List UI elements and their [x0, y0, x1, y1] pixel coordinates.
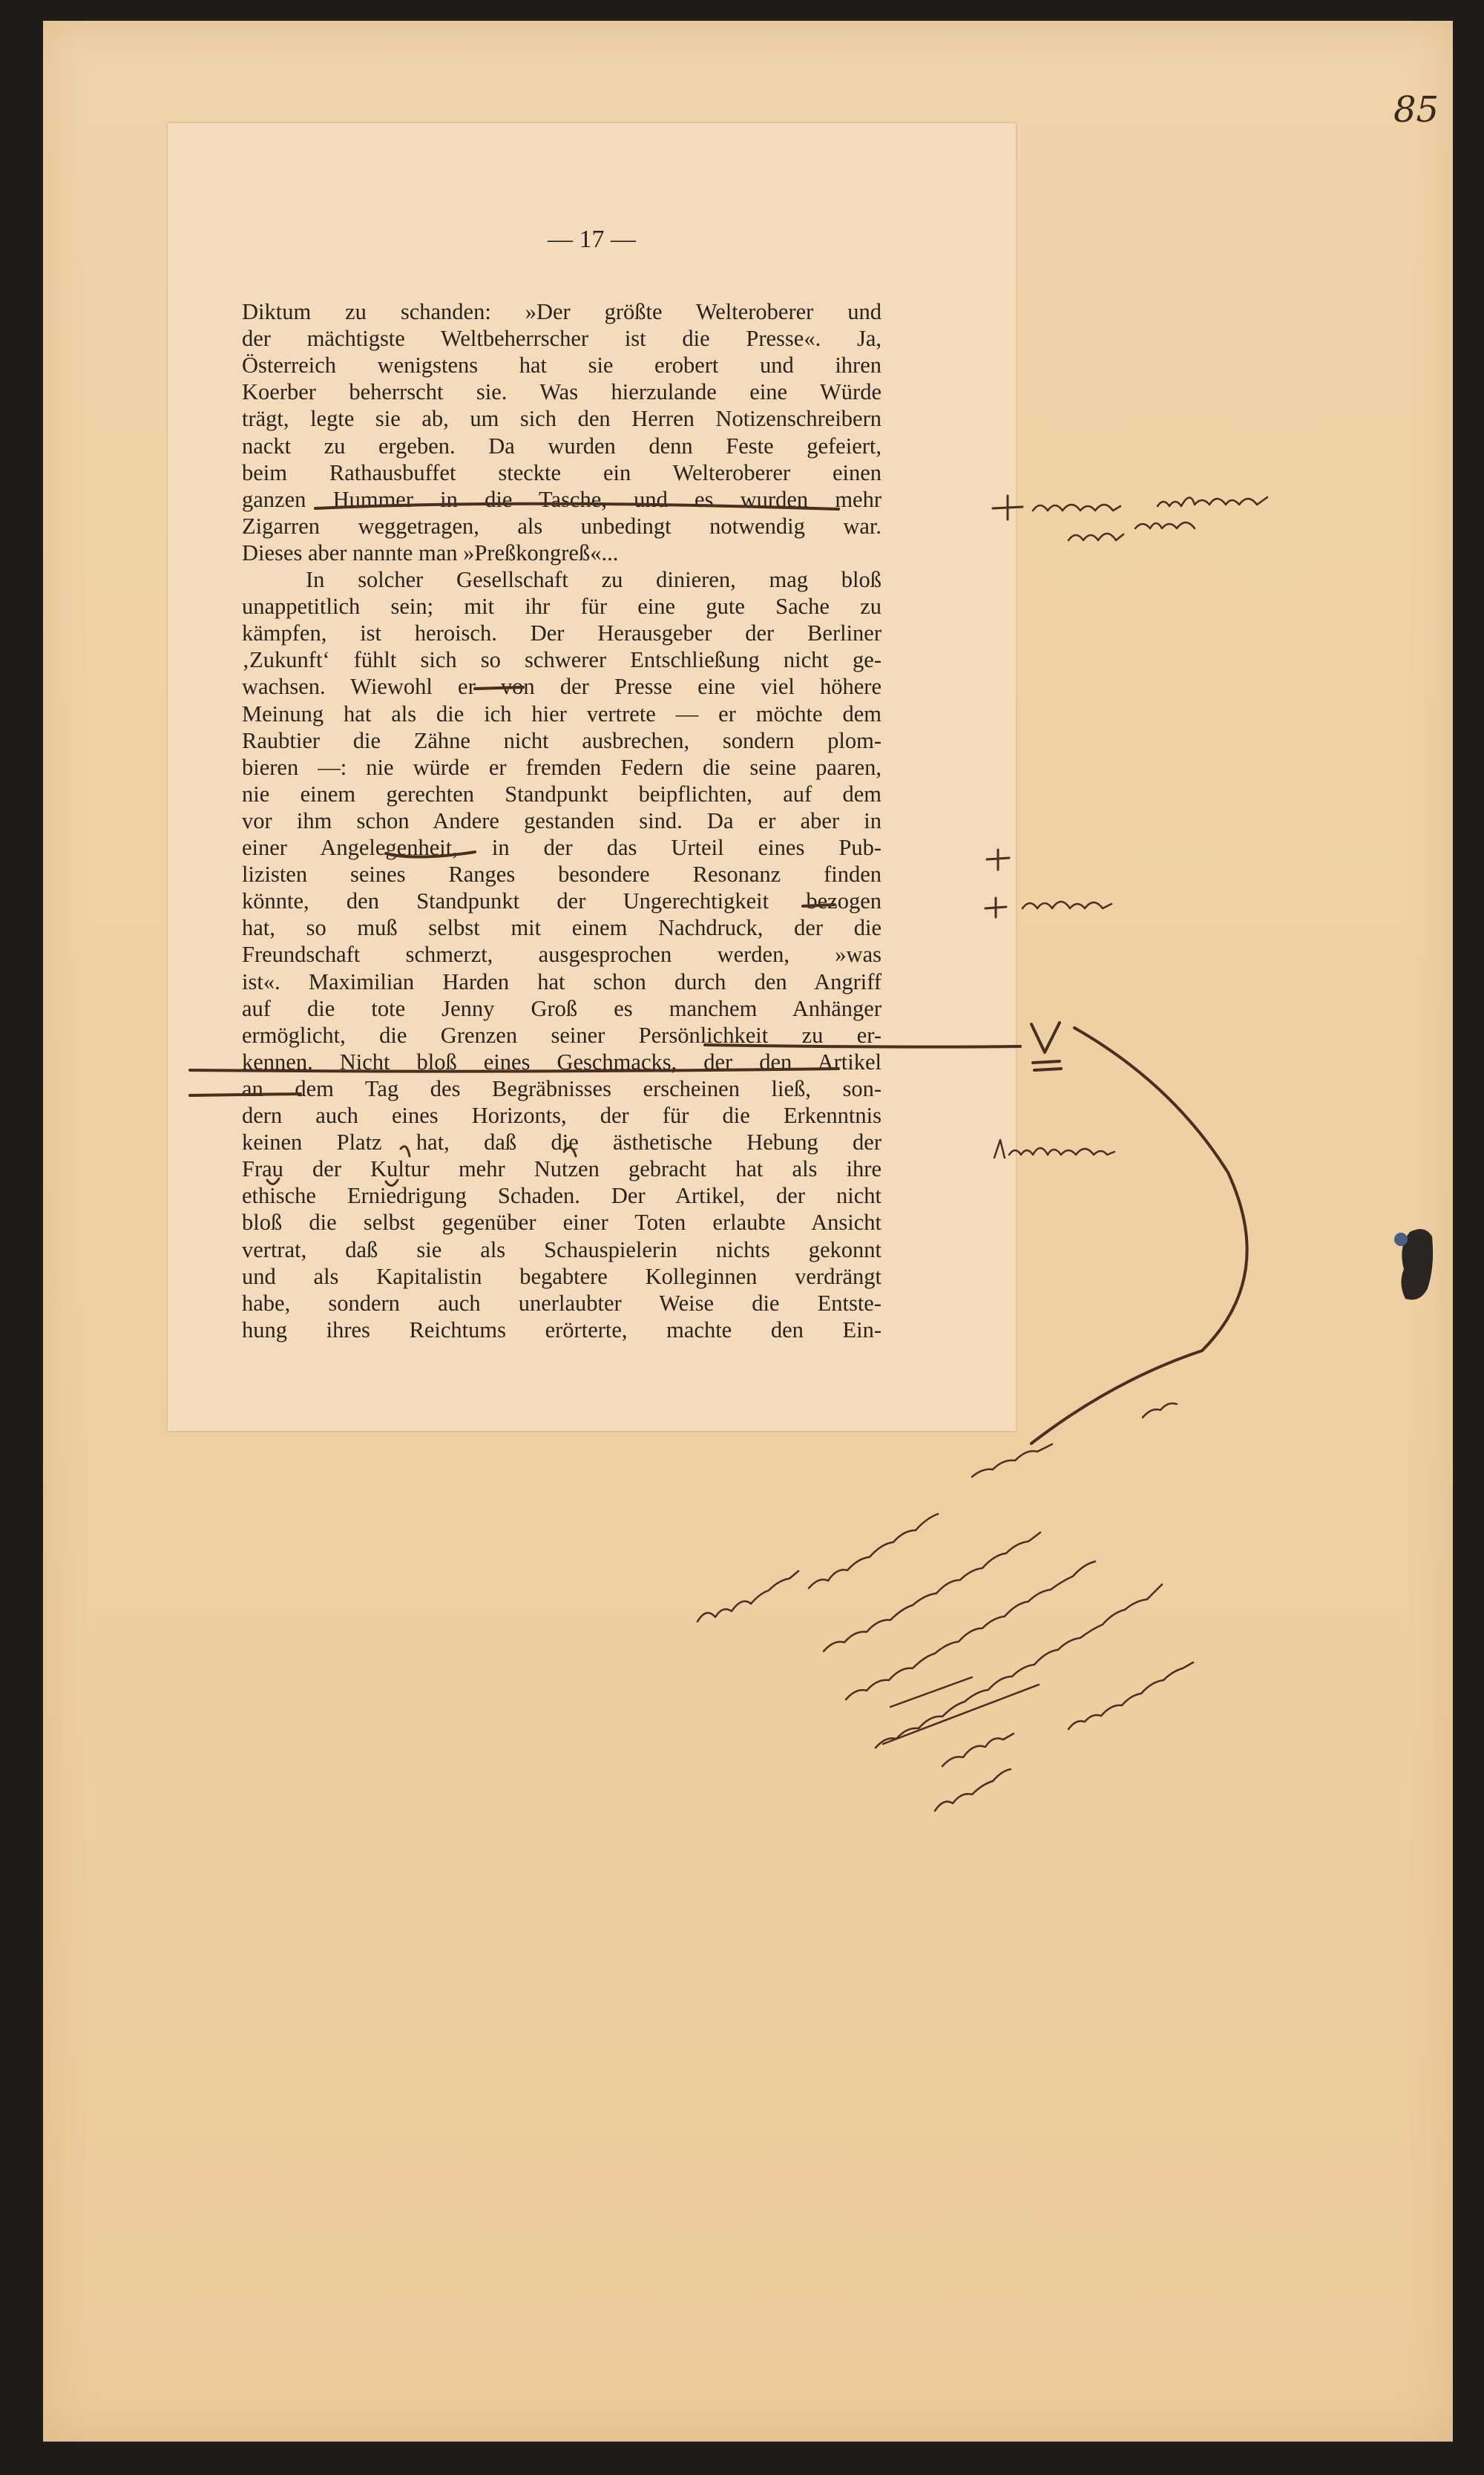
text-line: beim Rathausbuffet steckte ein Welteroberer einen: [242, 459, 881, 485]
text-line: ist«. Maximilian Harden hat schon durch den Angriff: [242, 968, 881, 994]
text-line: Raubtier die Zähne nicht ausbrechen, sondern plom-: [242, 727, 881, 753]
text-line: hung ihres Reichtums erörterte, machte den Ein-: [242, 1317, 881, 1343]
text-line: Österreich wenigstens hat sie erobert und ihren: [242, 353, 881, 378]
text-line: Frau der Kultur mehr Nutzen gebracht hat als ihre: [242, 1156, 881, 1182]
text-line: lizisten seines Ranges besondere Resonanz finden: [242, 862, 881, 888]
text-line: auf die tote Jenny Groß es manchem Anhänger: [242, 995, 881, 1021]
printed-clipping: [168, 123, 1016, 1431]
text-line: habe, sondern auch unerlaubter Weise die Entste-: [242, 1290, 881, 1316]
text-line: bloß die selbst gegenüber einer Toten erlaubte Ansicht: [242, 1210, 881, 1236]
text-line: und als Kapitalistin begabtere Kolleginnen verdrängt: [242, 1263, 881, 1289]
text-line: unappetitlich sein; mit ihr für eine gute Sache zu: [242, 594, 881, 620]
text-line: Koerber beherrscht sie. Was hierzulande eine Würde: [242, 379, 881, 405]
text-line: Diktum zu schanden: »Der größte Welteroberer und: [242, 299, 881, 324]
text-line: bieren —: nie würde er fremden Federn die seine paaren,: [242, 754, 881, 780]
text-line: ganzen Hummer in die Tasche, und es wurden mehr: [242, 486, 881, 512]
text-line: ermöglicht, die Grenzen seiner Persönlichkeit zu er-: [242, 1022, 881, 1048]
text-line: an dem Tag des Begräbnisses erscheinen ließ, son-: [242, 1075, 881, 1101]
text-line: nackt zu ergeben. Da wurden denn Feste gefeiert,: [242, 433, 881, 459]
page-number: — 17 —: [548, 226, 636, 253]
text-line: kennen. Nicht bloß eines Geschmacks, der den Artikel: [242, 1049, 881, 1075]
text-line: wachsen. Wiewohl er von der Presse eine viel höhere: [242, 674, 881, 700]
text-line: dern auch eines Horizonts, der für die Erkenntnis: [242, 1103, 881, 1128]
text-line: In solcher Gesellschaft zu dinieren, mag bloß: [306, 567, 881, 592]
text-line: keinen Platz hat, daß die ästhetische Hebung der: [242, 1130, 881, 1155]
text-line: vor ihm schon Andere gestanden sind. Da er aber in: [242, 807, 881, 833]
text-line: vertrat, daß sie als Schauspielerin nichts gekonnt: [242, 1236, 881, 1262]
text-line: Meinung hat als die ich hier vertrete — er möchte dem: [242, 701, 881, 727]
text-line: nie einem gerechten Standpunkt beipflichten, auf dem: [242, 781, 881, 807]
text-line: einer Angelegenheit, in der das Urteil eines Pub-: [242, 835, 881, 860]
text-line: hat, so muß selbst mit einem Nachdruck, der die: [242, 915, 881, 941]
text-line: ethische Erniedrigung Schaden. Der Artikel, der nicht: [242, 1183, 881, 1209]
text-line: kämpfen, ist heroisch. Der Herausgeber der Berliner: [242, 620, 881, 646]
text-line: trägt, legte sie ab, um sich den Herren Notizenschreibern: [242, 406, 881, 432]
text-line: der mächtigste Weltbeherrscher ist die Presse«. Ja,: [242, 326, 881, 352]
folio-number: 85: [1393, 89, 1439, 131]
text-line: Dieses aber nannte man »Preßkongreß«...: [242, 540, 619, 566]
text-line: könnte, den Standpunkt der Ungerechtigkeit bezogen: [242, 888, 881, 914]
text-line: Zigarren weggetragen, als unbedingt notwendig war.: [242, 513, 881, 539]
text-line: ‚Zukunft‘ fühlt sich so schwerer Entschließung nicht ge-: [242, 647, 881, 673]
manuscript-sheet: [43, 21, 1453, 2442]
text-line: Freundschaft schmerzt, ausgesprochen werden, »was: [242, 942, 881, 968]
